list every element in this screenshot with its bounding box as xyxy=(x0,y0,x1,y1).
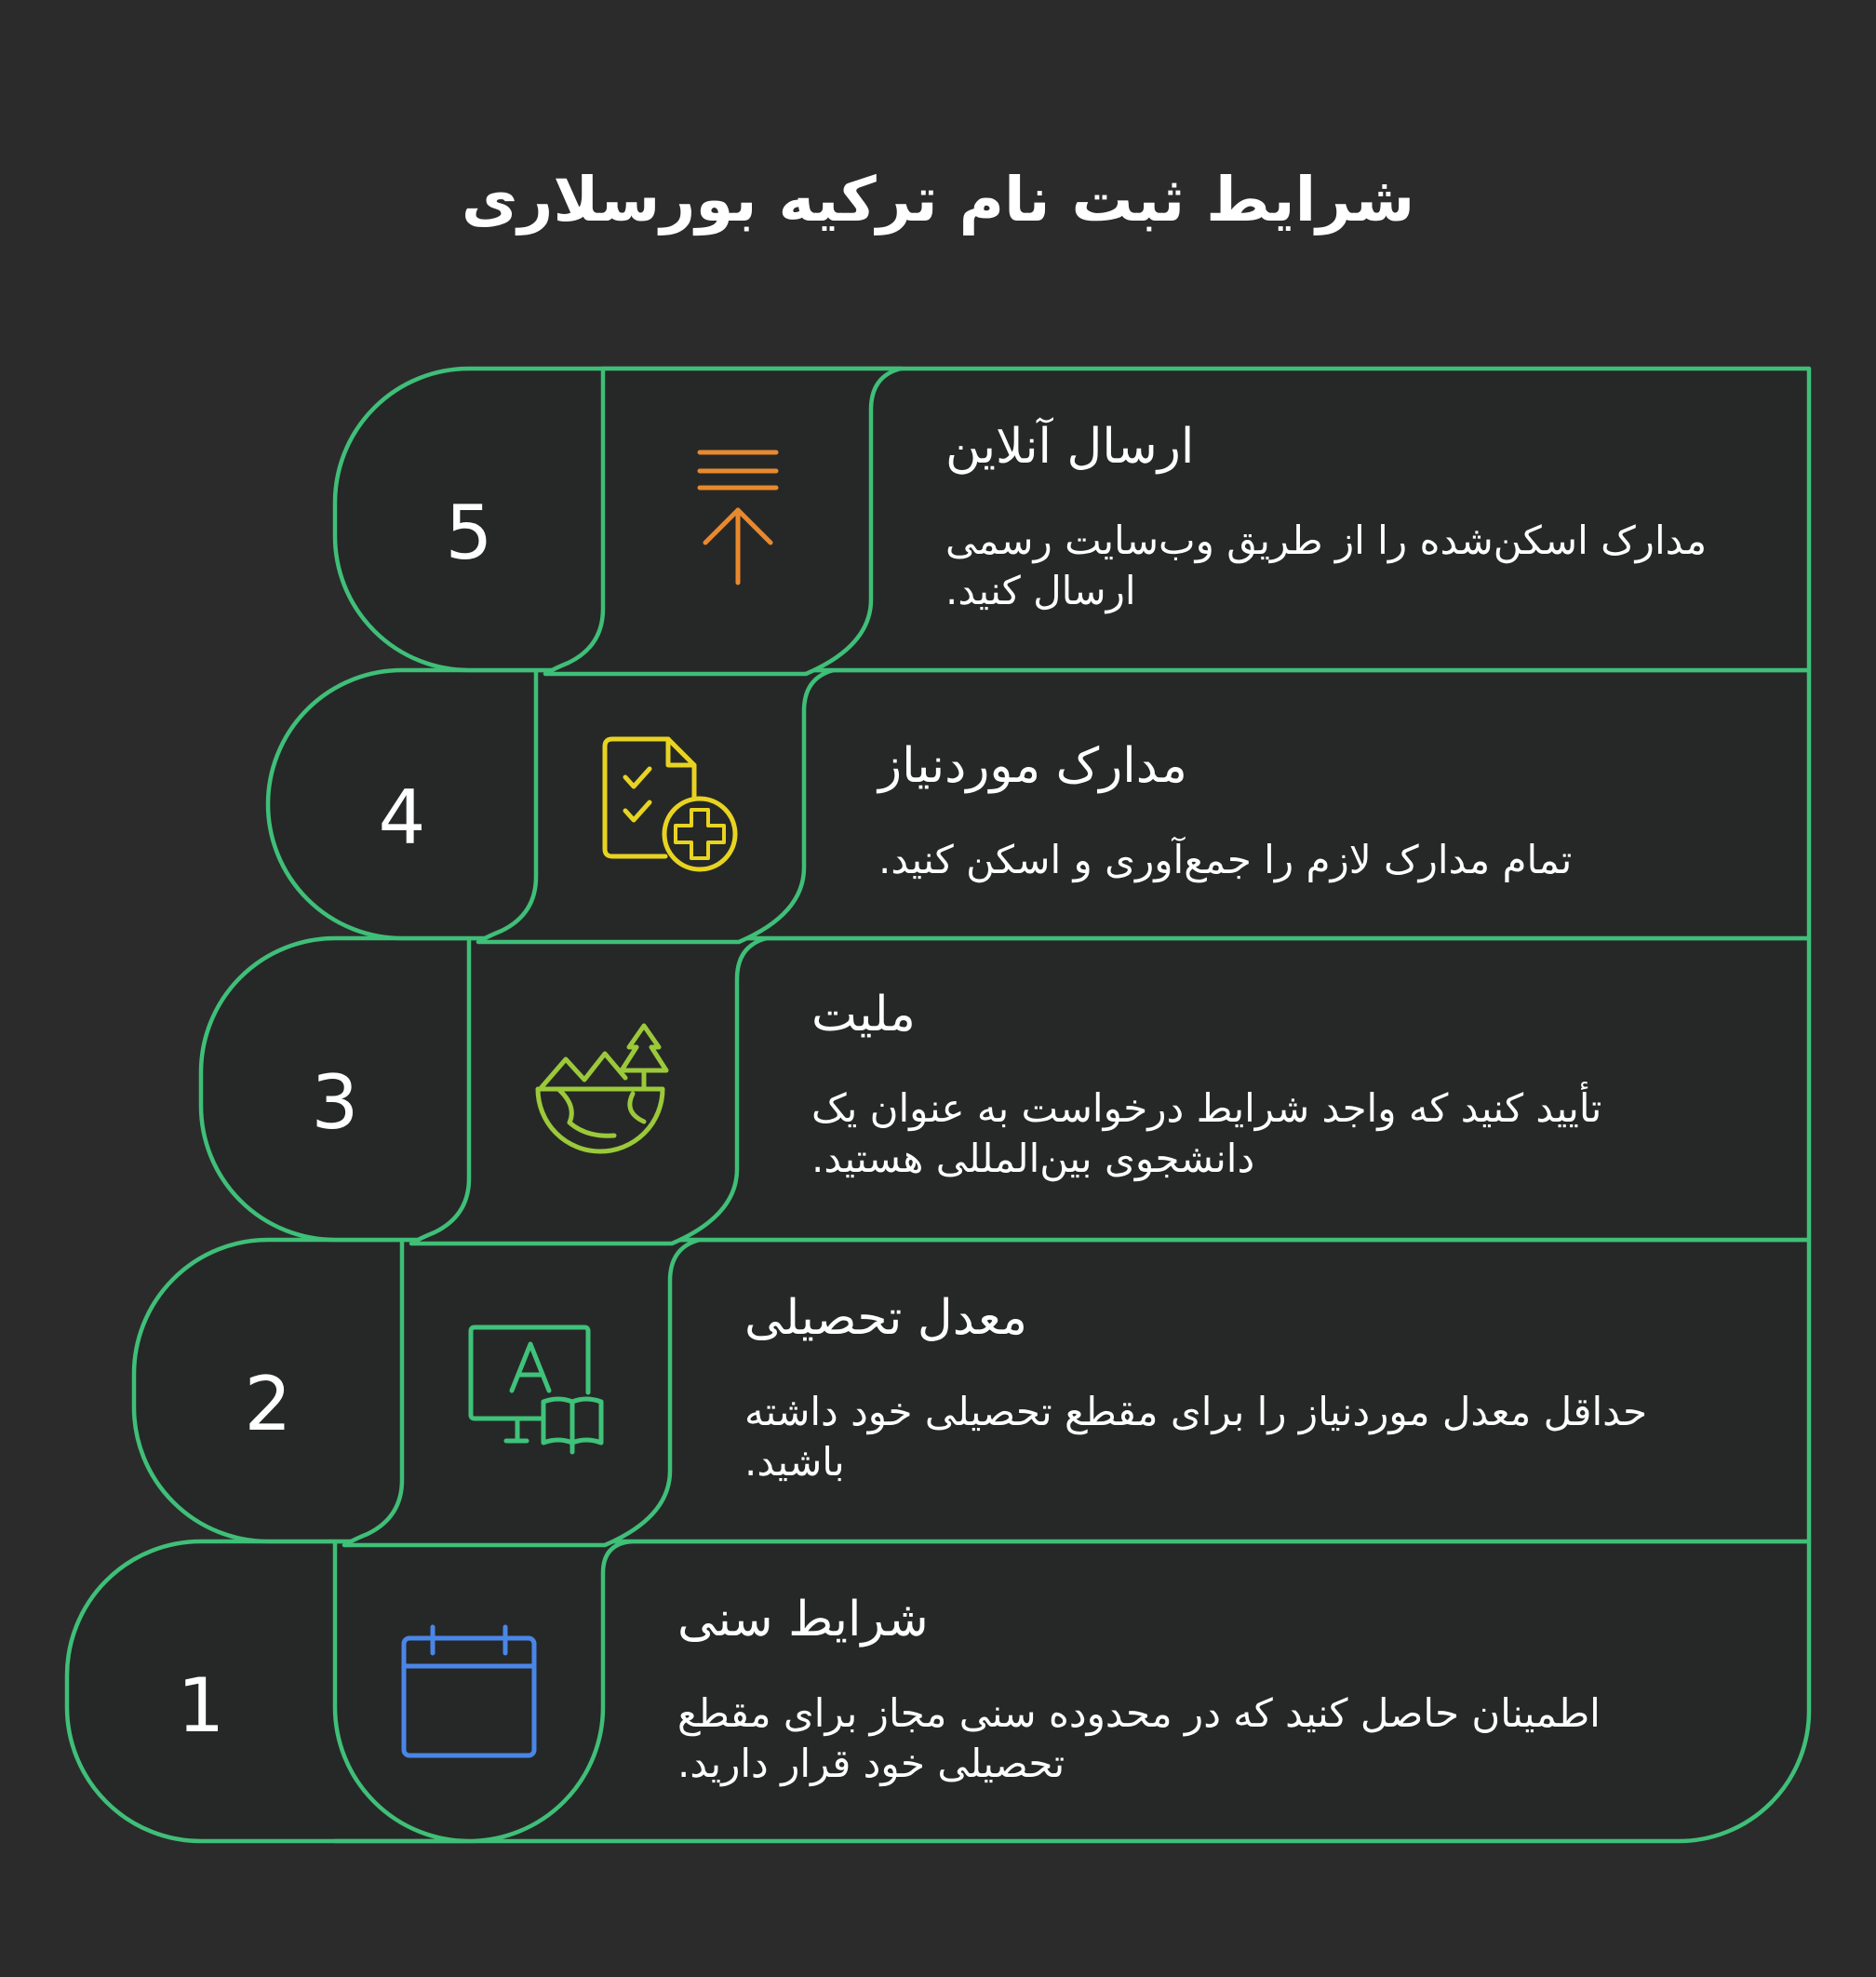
step-5-description: مدارک اسکن‌شده را از طریق وب‌سایت رسمی ارسال کنید. xyxy=(945,518,1708,613)
step-4-title: مدارک موردنیاز xyxy=(878,738,1187,794)
step-1-title: شرایط سنی xyxy=(677,1592,929,1648)
step-5-number: 5 xyxy=(445,490,493,576)
step-4-description: تمام مدارک لازم را جمع‌آوری و اسکن کنید. xyxy=(878,837,1573,882)
step-2-description: حداقل معدل موردنیاز را برای مقطع تحصیلی خود داشته باشید. xyxy=(744,1389,1648,1485)
step-3-title: ملیت xyxy=(811,987,916,1042)
step-1-description: اطمینان حاصل کنید که در محدوده سنی مجاز برای مقطع تحصیلی خود قرار دارید. xyxy=(677,1690,1601,1786)
step-1-number: 1 xyxy=(177,1662,225,1749)
step-3-description: تأیید کنید که واجد شرایط درخواست به عنوان یک دانشجوی بین‌المللی هستید. xyxy=(811,1085,1602,1181)
step-4-number: 4 xyxy=(378,774,426,861)
step-3-text xyxy=(811,985,1649,1184)
step-5-text xyxy=(945,417,1764,616)
step-2-number: 2 xyxy=(244,1361,292,1447)
page-title: شرایط ثبت نام ترکیه بورسلاری xyxy=(461,164,1415,235)
step-3-number: 3 xyxy=(311,1059,359,1146)
step-4-text xyxy=(878,736,1716,885)
step-2-text xyxy=(744,1288,1675,1487)
step-1-text xyxy=(677,1590,1664,1789)
step-5-title: ارسال آنلاین xyxy=(945,419,1195,475)
step-2-title: معدل تحصیلی xyxy=(744,1290,1027,1346)
